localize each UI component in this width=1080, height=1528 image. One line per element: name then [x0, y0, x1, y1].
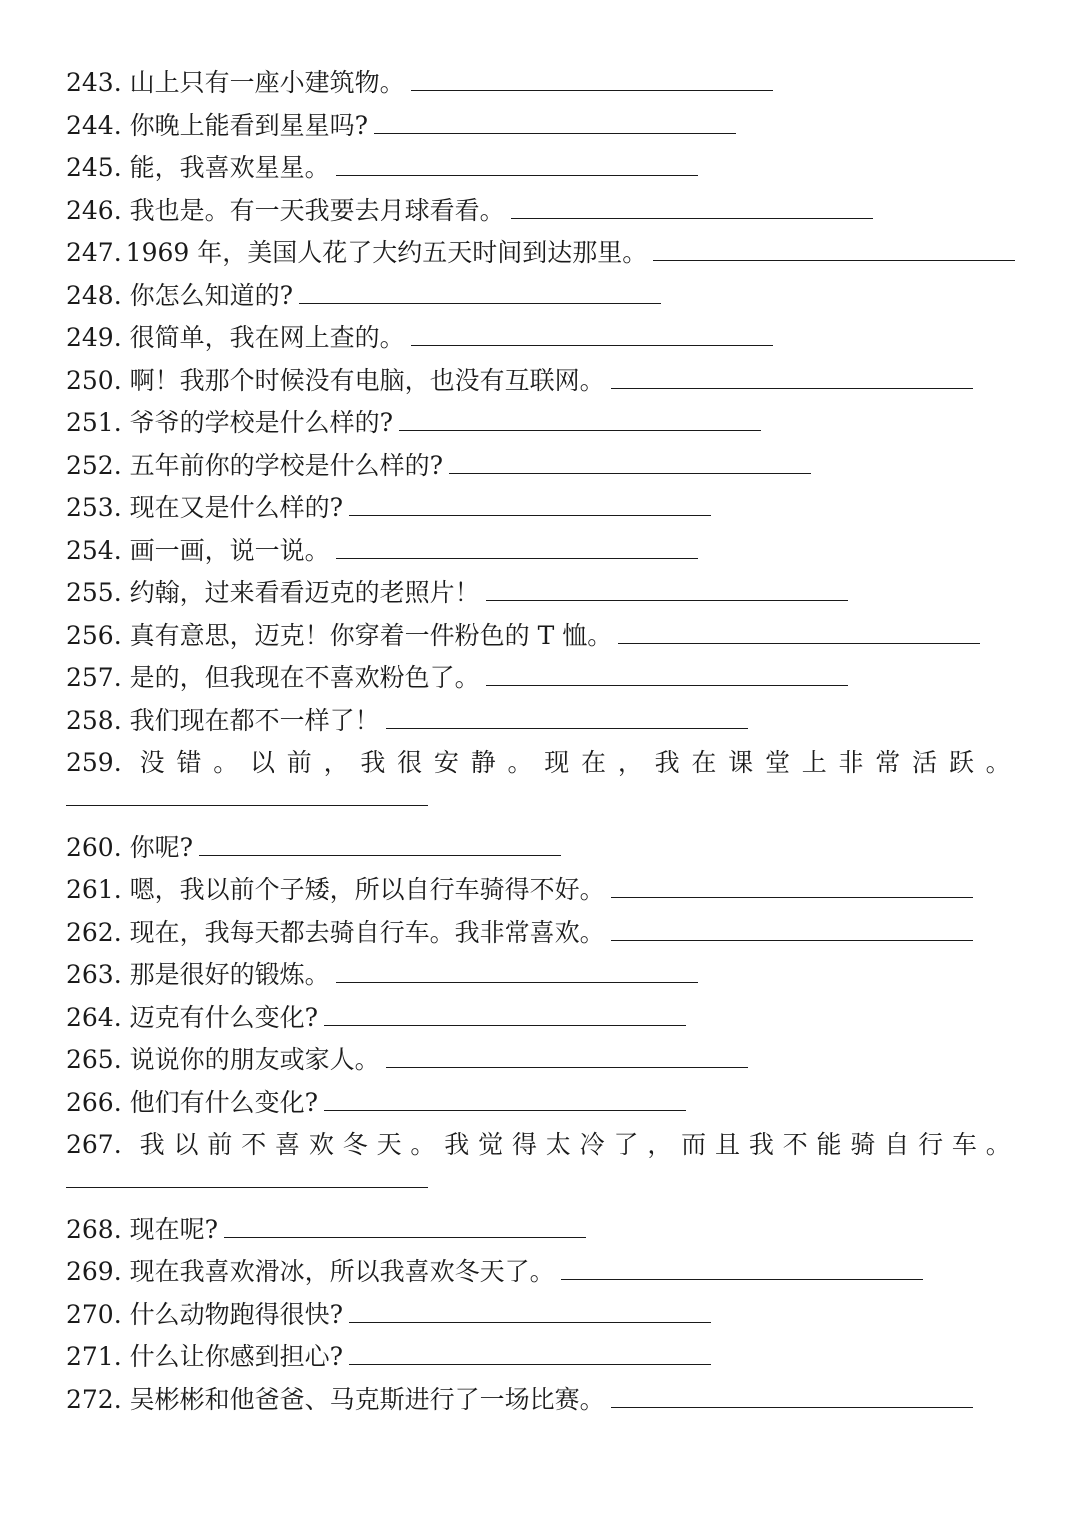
item-text: 爷爷的学校是什么样的? — [129, 408, 394, 437]
answer-blank[interactable] — [299, 303, 661, 304]
answer-blank[interactable] — [449, 473, 811, 474]
answer-blank[interactable] — [224, 1237, 586, 1238]
list-item — [66, 105, 1016, 148]
answer-blank[interactable] — [618, 643, 980, 644]
item-text: 1969 年，美国人花了大约五天时间到达那里。 — [125, 238, 648, 267]
item-text-justified — [66, 742, 1011, 785]
list-item — [66, 657, 1016, 700]
item-text: 那是很好的锻炼。 — [129, 960, 330, 989]
answer-blank[interactable] — [336, 558, 698, 559]
answer-blank[interactable] — [336, 175, 698, 176]
list-item — [66, 402, 1016, 445]
answer-blank[interactable] — [411, 90, 773, 91]
answer-blank[interactable] — [386, 1067, 748, 1068]
answer-blank[interactable] — [411, 345, 773, 346]
translation-exercise-list — [66, 62, 1016, 1421]
item-text: 画一画，说一说。 — [129, 535, 330, 565]
answer-blank[interactable] — [349, 1364, 711, 1365]
item-text: 说说你的朋友或家人。 — [129, 1045, 380, 1074]
item-number: 259. — [66, 748, 122, 777]
item-number: 260. — [66, 832, 122, 862]
item-number: 270. — [66, 1299, 122, 1329]
list-item — [66, 827, 1016, 870]
item-text: 你呢? — [129, 832, 194, 862]
item-number: 250. — [66, 365, 122, 395]
answer-blank[interactable] — [349, 1322, 711, 1323]
wrapped-blank-row — [66, 1167, 1016, 1209]
item-number: 244. — [66, 110, 122, 140]
item-text: 没 错 。 以 前 ， 我 很 安 静 。 现 在 ， 我 在 课 堂 上 非 常 活 跃 。 — [139, 748, 1011, 777]
list-item — [66, 1251, 1016, 1294]
item-text: 我们现在都不一样了！ — [129, 705, 380, 735]
item-text: 你晚上能看到星星吗? — [129, 110, 369, 140]
list-item — [66, 572, 1016, 615]
item-text: 他们有什么变化? — [129, 1087, 319, 1117]
item-text: 我也是。有一天我要去月球看看。 — [129, 195, 505, 225]
list-item — [66, 62, 1016, 105]
item-number: 268. — [66, 1214, 122, 1244]
list-item — [66, 530, 1016, 573]
item-text: 你怎么知道的? — [129, 280, 294, 310]
item-number: 249. — [66, 323, 122, 352]
list-item — [66, 1209, 1016, 1252]
list-item — [66, 317, 1016, 360]
item-text: 现在又是什么样的? — [129, 493, 344, 522]
item-number: 269. — [66, 1257, 122, 1286]
answer-blank[interactable] — [386, 728, 748, 729]
item-text: 嗯，我以前个子矮，所以自行车骑得不好。 — [129, 875, 605, 904]
wrapped-blank-row — [66, 785, 1016, 827]
item-text: 山上只有一座小建筑物。 — [129, 68, 405, 97]
item-number: 243. — [66, 68, 122, 97]
answer-blank[interactable] — [611, 388, 973, 389]
list-item — [66, 1082, 1016, 1125]
answer-blank[interactable] — [336, 982, 698, 983]
item-text: 五年前你的学校是什么样的? — [129, 450, 444, 480]
answer-blank[interactable] — [486, 685, 848, 686]
answer-blank[interactable] — [66, 805, 428, 806]
item-number: 272. — [66, 1384, 122, 1414]
item-number: 264. — [66, 1002, 122, 1032]
answer-blank[interactable] — [324, 1110, 686, 1111]
item-number: 245. — [66, 153, 122, 182]
answer-blank[interactable] — [511, 218, 873, 219]
item-text: 什么让你感到担心? — [129, 1342, 344, 1371]
item-number: 261. — [66, 875, 122, 904]
answer-blank[interactable] — [374, 133, 736, 134]
item-number: 247. — [66, 238, 122, 267]
list-item — [66, 147, 1016, 190]
item-number: 263. — [66, 960, 122, 989]
list-item — [66, 1039, 1016, 1082]
list-item — [66, 615, 1016, 658]
item-text: 吴彬彬和他爸爸、马克斯进行了一场比赛。 — [129, 1384, 605, 1414]
item-text: 我 以 前 不 喜 欢 冬 天 。 我 觉 得 太 冷 了 ， 而 且 我 不 能 骑 自 行 车 。 — [139, 1130, 1011, 1159]
item-number: 271. — [66, 1342, 122, 1371]
list-item — [66, 190, 1016, 233]
item-number: 258. — [66, 705, 122, 735]
item-text: 能，我喜欢星星。 — [129, 153, 330, 182]
answer-blank[interactable] — [324, 1025, 686, 1026]
answer-blank[interactable] — [611, 940, 973, 941]
item-text: 是的，但我现在不喜欢粉色了。 — [129, 663, 480, 692]
list-item — [66, 1379, 1016, 1422]
list-item — [66, 275, 1016, 318]
item-number: 265. — [66, 1045, 122, 1074]
list-item — [66, 1294, 1016, 1337]
item-number: 246. — [66, 195, 122, 225]
answer-blank[interactable] — [66, 1187, 428, 1188]
item-text: 很简单，我在网上查的。 — [129, 323, 405, 352]
list-item — [66, 1124, 1016, 1167]
list-item — [66, 445, 1016, 488]
item-number: 262. — [66, 917, 122, 947]
answer-blank[interactable] — [611, 897, 973, 898]
item-number: 252. — [66, 450, 122, 480]
answer-blank[interactable] — [199, 855, 561, 856]
item-number: 266. — [66, 1087, 122, 1117]
item-number: 256. — [66, 620, 122, 650]
item-number: 257. — [66, 663, 122, 692]
item-number: 255. — [66, 578, 122, 607]
item-text: 约翰，过来看看迈克的老照片！ — [129, 578, 480, 607]
answer-blank[interactable] — [399, 430, 761, 431]
list-item — [66, 360, 1016, 403]
list-item — [66, 1336, 1016, 1379]
item-text: 现在呢? — [129, 1214, 219, 1244]
list-item — [66, 487, 1016, 530]
item-text-justified — [66, 1124, 1011, 1167]
item-text: 迈克有什么变化? — [129, 1002, 319, 1032]
list-item — [66, 954, 1016, 997]
answer-blank[interactable] — [349, 515, 711, 516]
item-text: 真有意思，迈克！你穿着一件粉色的 T 恤。 — [129, 620, 613, 650]
item-text: 现在，我每天都去骑自行车。我非常喜欢。 — [129, 917, 605, 947]
item-number: 254. — [66, 535, 122, 565]
answer-blank[interactable] — [561, 1279, 923, 1280]
answer-blank[interactable] — [486, 600, 848, 601]
list-item — [66, 232, 1016, 275]
item-number: 248. — [66, 280, 122, 310]
item-number: 267. — [66, 1130, 122, 1159]
list-item — [66, 997, 1016, 1040]
list-item — [66, 700, 1016, 743]
item-text: 现在我喜欢滑冰，所以我喜欢冬天了。 — [129, 1257, 555, 1286]
list-item — [66, 742, 1016, 785]
list-item — [66, 912, 1016, 955]
item-number: 253. — [66, 493, 122, 522]
item-number: 251. — [66, 408, 122, 437]
answer-blank[interactable] — [653, 260, 1015, 261]
list-item — [66, 869, 1016, 912]
item-text: 什么动物跑得很快? — [129, 1299, 344, 1329]
item-text: 啊！我那个时候没有电脑，也没有互联网。 — [129, 365, 605, 395]
answer-blank[interactable] — [611, 1407, 973, 1408]
